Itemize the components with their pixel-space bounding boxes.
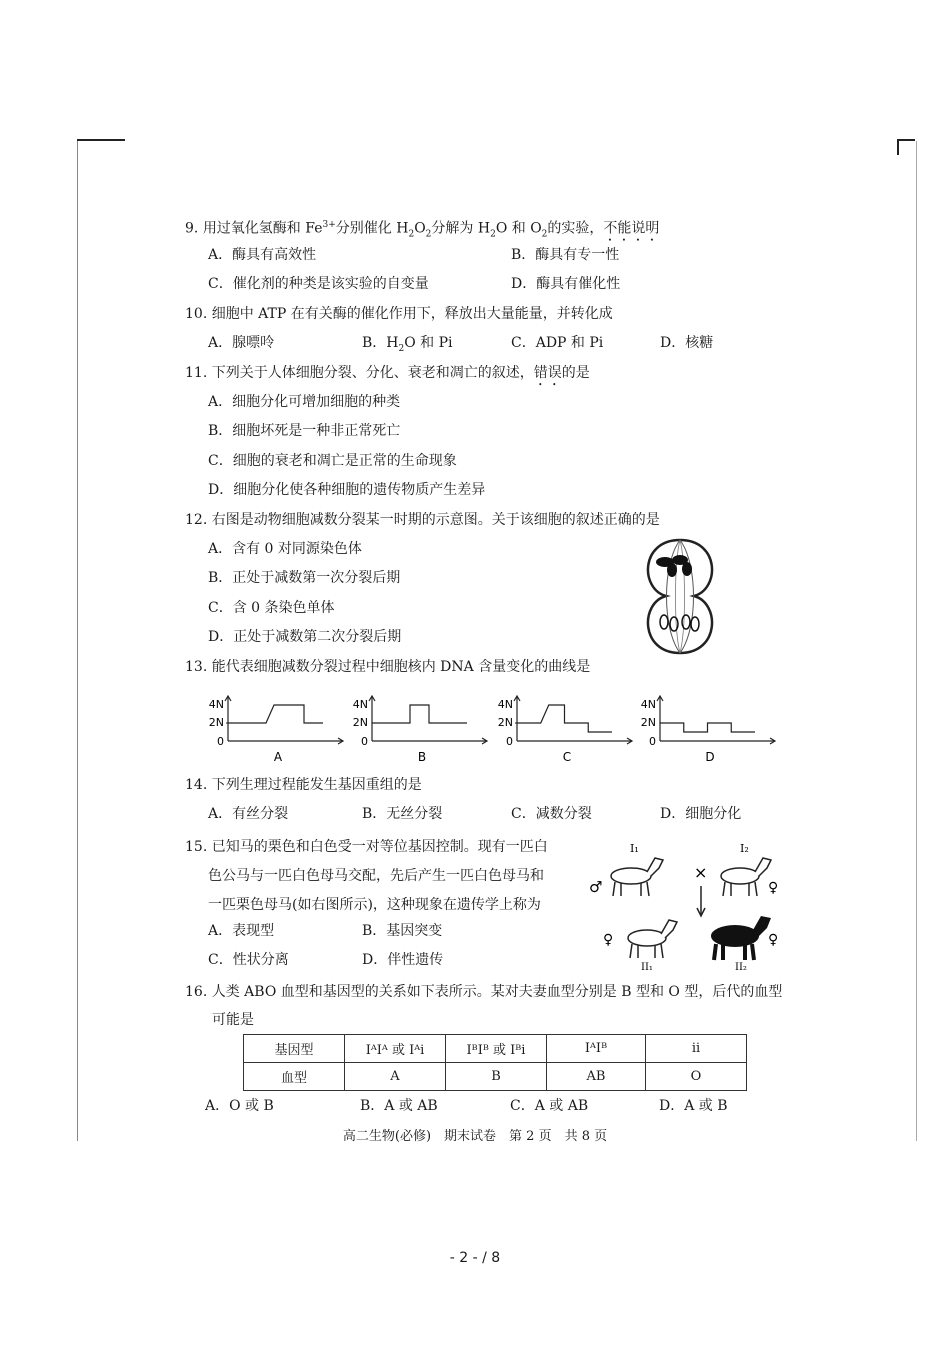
table-cell: IᴬIᴮ (547, 1035, 646, 1063)
option-c: C．细胞的衰老和凋亡是正常的生命现象 (208, 453, 457, 469)
question-number: 11. (185, 365, 208, 381)
table-cell: 血型 (244, 1063, 345, 1091)
female-symbol: ♀ (768, 932, 779, 948)
table-cell: O (646, 1063, 747, 1091)
question-10-stem (185, 305, 613, 323)
y-tick-label: 0 (649, 735, 656, 748)
page-number: - 2 - / 8 (449, 1250, 501, 1266)
page-footer: 高二生物(必修) 期末试卷 第 2 页 共 8 页 (342, 1129, 608, 1144)
dna-curve (372, 705, 467, 723)
option-d: D．核糖 (660, 335, 714, 351)
question-11-stem (185, 364, 590, 389)
option-b: B．基因突变 (362, 923, 443, 939)
superscript: 3+ (322, 220, 336, 230)
option-a: A．O 或 B (205, 1098, 274, 1114)
stem-text: 的实验， (547, 220, 604, 237)
y-tick-label: 2N (640, 716, 656, 729)
dna-curve (660, 723, 755, 732)
option-a: A．腺嘌呤 (208, 335, 275, 351)
option-text: B．H (362, 335, 399, 351)
subscript: 2 (425, 229, 432, 240)
female-symbol: ♀ (603, 932, 614, 948)
question-number: 16. (185, 984, 208, 1000)
table-cell: B (446, 1063, 547, 1091)
table-row (244, 1035, 747, 1063)
y-tick-label: 2N (497, 716, 513, 729)
stem-text: 人类 ABO 血型和基因型的关系如下表所示。某对夫妻血型分别是 B 型和 O 型，后代的血型 (211, 984, 783, 1000)
question-number: 9. (185, 220, 199, 237)
stem-text: 右图是动物细胞减数分裂某一时期的示意图。关于该细胞的叙述正确的是 (211, 512, 660, 528)
table-row (244, 1063, 747, 1091)
option-a: A．表现型 (208, 923, 275, 939)
table-cell: AB (547, 1063, 646, 1091)
question-number: 12. (185, 512, 208, 528)
dna-curve (517, 705, 612, 732)
question-number: 10. (185, 306, 208, 322)
female-symbol: ♀ (768, 880, 779, 896)
question-number: 14. (185, 777, 208, 793)
graph-letter: B (417, 750, 427, 764)
question-15-stem (185, 838, 548, 856)
stem-text: O 和 O (495, 220, 542, 237)
y-tick-label: 0 (361, 735, 368, 748)
label-ii2: II₂ (735, 962, 747, 973)
male-symbol: ♂ (589, 878, 603, 896)
stem-line-2: 可能是 (212, 1012, 254, 1028)
subscript: 2 (490, 229, 496, 240)
option-b: B．正处于减数第一次分裂后期 (208, 570, 401, 586)
y-tick-label: 4N (640, 698, 656, 711)
graph-letter: A (273, 750, 283, 764)
question-13-stem (185, 658, 590, 676)
option-c: C．ADP 和 Pi (511, 335, 604, 351)
stem-text: 下列生理过程能发生基因重组的是 (211, 777, 422, 793)
option-b: B．酶具有专一性 (511, 247, 620, 263)
abo-blood-type-table (243, 1034, 747, 1091)
option-d: D．A 或 B (659, 1098, 728, 1114)
stem-line-3: 一匹栗色母马(如右图所示)，这种现象在遗传学上称为 (208, 897, 541, 913)
option-d: D．酶具有催化性 (511, 276, 621, 292)
option-b (362, 334, 453, 358)
stem-text: O (414, 220, 426, 237)
question-16-stem (185, 983, 782, 1001)
emphasized-text: 不能说明 (603, 220, 660, 237)
emphasized-text: 错误 (533, 365, 562, 381)
cross-symbol: × (694, 863, 708, 882)
question-9-stem (185, 216, 659, 245)
table-cell: ii (646, 1035, 747, 1063)
y-tick-label: 4N (208, 698, 224, 711)
y-tick-label: 2N (352, 716, 368, 729)
question-12-stem (185, 511, 660, 529)
white-mare (721, 858, 771, 896)
subscript: 2 (398, 343, 405, 354)
scan-border-mark (77, 139, 125, 141)
dna-curve (228, 705, 323, 723)
table-cell: A (345, 1063, 446, 1091)
stem-text: 细胞中 ATP 在有关酶的催化作用下，释放出大量能量，并转化成 (211, 306, 613, 322)
table-cell: IᴮIᴮ 或 Iᴮi (446, 1035, 547, 1063)
option-text: O 和 Pi (404, 335, 453, 351)
y-tick-label: 0 (506, 735, 513, 748)
option-c: C．催化剂的种类是该实验的自变量 (208, 276, 429, 292)
option-b: B．无丝分裂 (362, 806, 443, 822)
option-c: C．含 0 条染色单体 (208, 600, 335, 616)
question-number: 15. (185, 839, 208, 855)
option-d: D．细胞分化使各种细胞的遗传物质产生差异 (208, 482, 486, 498)
option-d: D．正处于减数第二次分裂后期 (208, 629, 402, 645)
option-c: C．性状分离 (208, 952, 289, 968)
option-a: A．细胞分化可增加细胞的种类 (208, 394, 401, 410)
option-c: C．减数分裂 (511, 806, 592, 822)
stem-text: 用过氧化氢酶和 Fe (202, 220, 323, 237)
scan-border-left (77, 141, 78, 1141)
option-c: C．A 或 AB (510, 1098, 589, 1114)
question-14-stem (185, 776, 422, 794)
horse-pedigree-diagram (585, 838, 785, 974)
option-b: B．A 或 AB (360, 1098, 438, 1114)
meiosis-cell-diagram (630, 534, 730, 659)
stem-text: 分解为 H (431, 220, 491, 237)
dna-content-graphs (200, 695, 800, 767)
stem-line-2: 色公马与一匹白色母马交配，先后产生一匹白色母马和 (208, 868, 544, 884)
table-cell: IᴬIᴬ 或 Iᴬi (345, 1035, 446, 1063)
y-tick-label: 4N (497, 698, 513, 711)
label-i1: I₁ (630, 842, 639, 855)
option-a: A．酶具有高效性 (208, 247, 317, 263)
y-tick-label: 2N (208, 716, 224, 729)
stem-text: 能代表细胞减数分裂过程中细胞核内 DNA 含量变化的曲线是 (211, 659, 591, 675)
table-cell: 基因型 (244, 1035, 345, 1063)
white-foal-mare (628, 920, 677, 958)
subscript: 2 (408, 229, 415, 240)
chestnut-foal-mare (711, 916, 771, 960)
y-tick-label: 0 (217, 735, 224, 748)
scan-border-mark (897, 139, 915, 141)
chromosome-pair-bottom (660, 615, 699, 631)
subscript: 2 (541, 229, 548, 240)
option-d: D．伴性遗传 (362, 952, 444, 968)
scan-border-right (916, 141, 917, 1141)
graph-letter: D (705, 750, 715, 764)
option-a: A．含有 0 对同源染色体 (208, 541, 362, 557)
y-tick-label: 4N (352, 698, 368, 711)
label-i2: I₂ (740, 842, 749, 855)
stem-text: 下列关于人体细胞分裂、分化、衰老和凋亡的叙述， (211, 365, 534, 381)
chromosome-pair-top (656, 555, 692, 577)
option-d: D．细胞分化 (660, 806, 742, 822)
stem-text: 分别催化 H (335, 220, 409, 237)
option-a: A．有丝分裂 (208, 806, 289, 822)
white-stallion (611, 858, 663, 896)
label-ii1: II₁ (641, 962, 653, 973)
scan-border-mark (897, 139, 899, 155)
stem-text: 的是 (561, 365, 590, 381)
stem-text: 已知马的栗色和白色受一对等位基因控制。现有一匹白 (211, 839, 548, 855)
option-b: B．细胞坏死是一种非正常死亡 (208, 423, 401, 439)
question-number: 13. (185, 659, 208, 675)
graph-letter: C (562, 750, 572, 764)
